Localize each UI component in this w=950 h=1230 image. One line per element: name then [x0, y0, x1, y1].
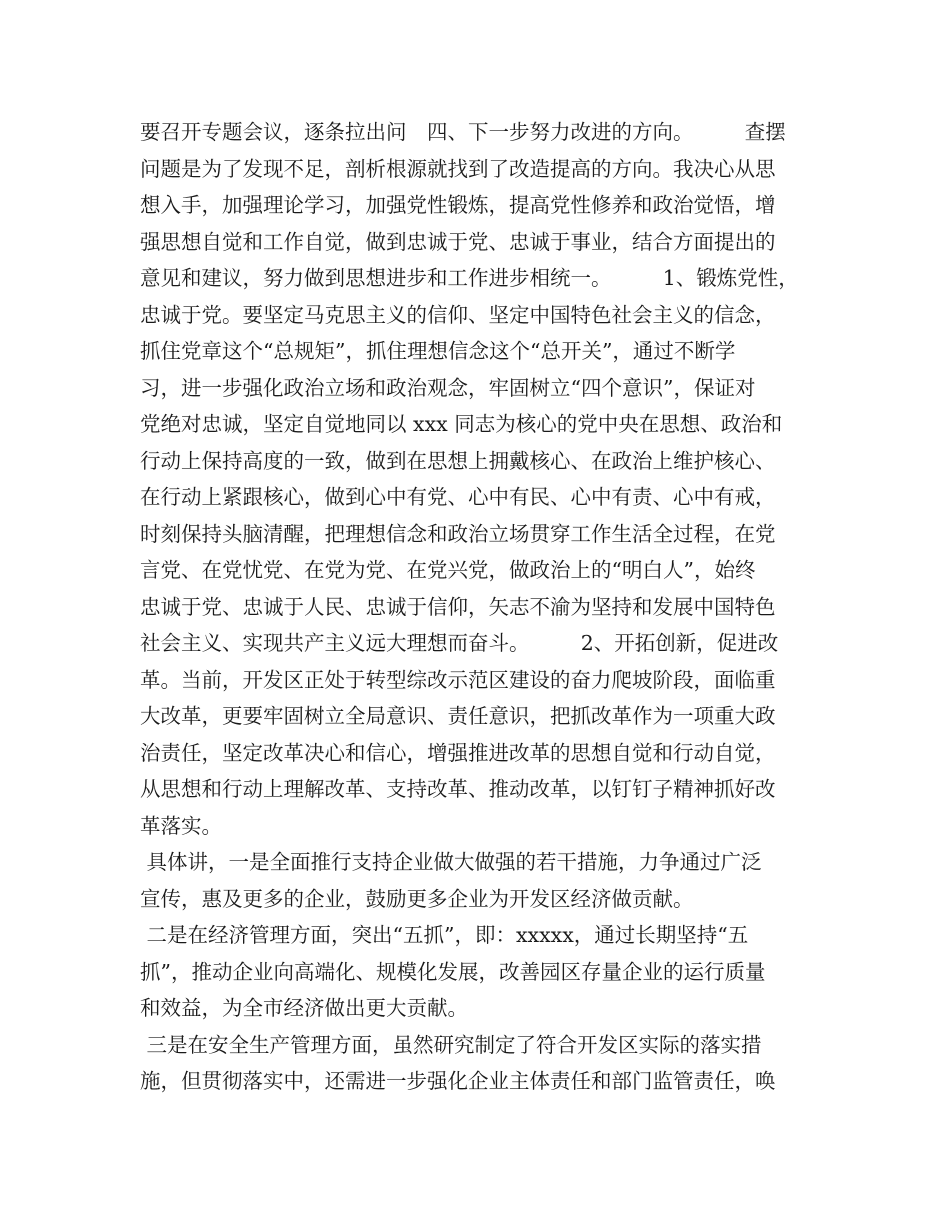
text-line: 在行动上紧跟核心，做到心中有党、心中有民、心中有责、心中有戒， — [140, 485, 776, 509]
text-line: 时刻保持头脑清醒，把理想信念和政治立场贯穿工作生活全过程，在党 — [140, 521, 776, 546]
text-line: 忠诚于党。要坚定马克思主义的信仰、坚定中国特色社会主义的信念， — [140, 302, 776, 327]
text-line: 施，但贯彻落实中，还需进一步强化企业主体责任和部门监管责任，唤 — [140, 1069, 776, 1093]
text-line: 革。当前，开发区正处于转型综改示范区建设的奋力爬坡阶段，面临重 — [140, 667, 776, 692]
text-line: 习，进一步强化政治立场和政治观念，牢固树立“四个意识”，保证对 — [140, 375, 756, 400]
text-line: 宣传，惠及更多的企业，鼓励更多企业为开发区经济做贡献。 — [140, 886, 694, 911]
text-line: 具体讲，一是全面推行支持企业做大做强的若干措施，力争通过广泛 — [140, 850, 762, 874]
text-line: 抓住党章这个“总规矩”，抓住理想信念这个“总开关”，通过不断学 — [140, 339, 736, 363]
text-line: 想入手，加强理论学习，加强党性锻炼，提高党性修养和政治觉悟，增 — [140, 193, 776, 217]
text-line: 意见和建议，努力做到思想进步和工作进步相统一。 1、锻炼党性， — [140, 266, 799, 290]
text-line: 言党、在党忧党、在党为党、在党兴党，做政治上的“明白人”，始终 — [140, 558, 756, 582]
text-line: 问题是为了发现不足，剖析根源就找到了改造提高的方向。我决心从思 — [140, 156, 776, 181]
text-line: 忠诚于党、忠诚于人民、忠诚于信仰，矢志不渝为坚持和发展中国特色 — [140, 594, 776, 619]
text-line: 和效益，为全市经济做出更大贡献。 — [140, 996, 468, 1020]
text-line: 革落实。 — [140, 813, 222, 838]
text-line: 强思想自觉和工作自觉，做到忠诚于党、忠诚于事业，结合方面提出的 — [140, 229, 776, 254]
text-line: 社会主义、实现共产主义远大理想而奋斗。 2、开拓创新，促进改 — [140, 631, 779, 655]
document-body — [140, 114, 830, 1100]
text-line: 从思想和行动上理解改革、支持改革、推动改革，以钉钉子精神抓好改 — [140, 777, 776, 801]
text-line: 三是在安全生产管理方面，虽然研究制定了符合开发区实际的落实措 — [140, 1032, 762, 1057]
text-line: 二是在经济管理方面，突出“五抓”，即：xxxxx，通过长期坚持“五 — [140, 923, 749, 947]
text-line: 抓”，推动企业向高端化、规模化发展，改善园区存量企业的运行质量 — [140, 959, 766, 984]
text-line: 党绝对忠诚，坚定自觉地同以 xxx 同志为核心的党中央在思想、政治和 — [140, 412, 783, 436]
text-line: 行动上保持高度的一致，做到在思想上拥戴核心、在政治上维护核心、 — [140, 448, 776, 473]
text-line: 治责任，坚定改革决心和信心，增强推进改革的思想自觉和行动自觉， — [140, 740, 776, 765]
text-line: 大改革，更要牢固树立全局意识、责任意识，把抓改革作为一项重大政 — [140, 704, 776, 728]
text-line: 要召开专题会议，逐条拉出问 四、下一步努力改进的方向。 查摆 — [140, 120, 786, 144]
